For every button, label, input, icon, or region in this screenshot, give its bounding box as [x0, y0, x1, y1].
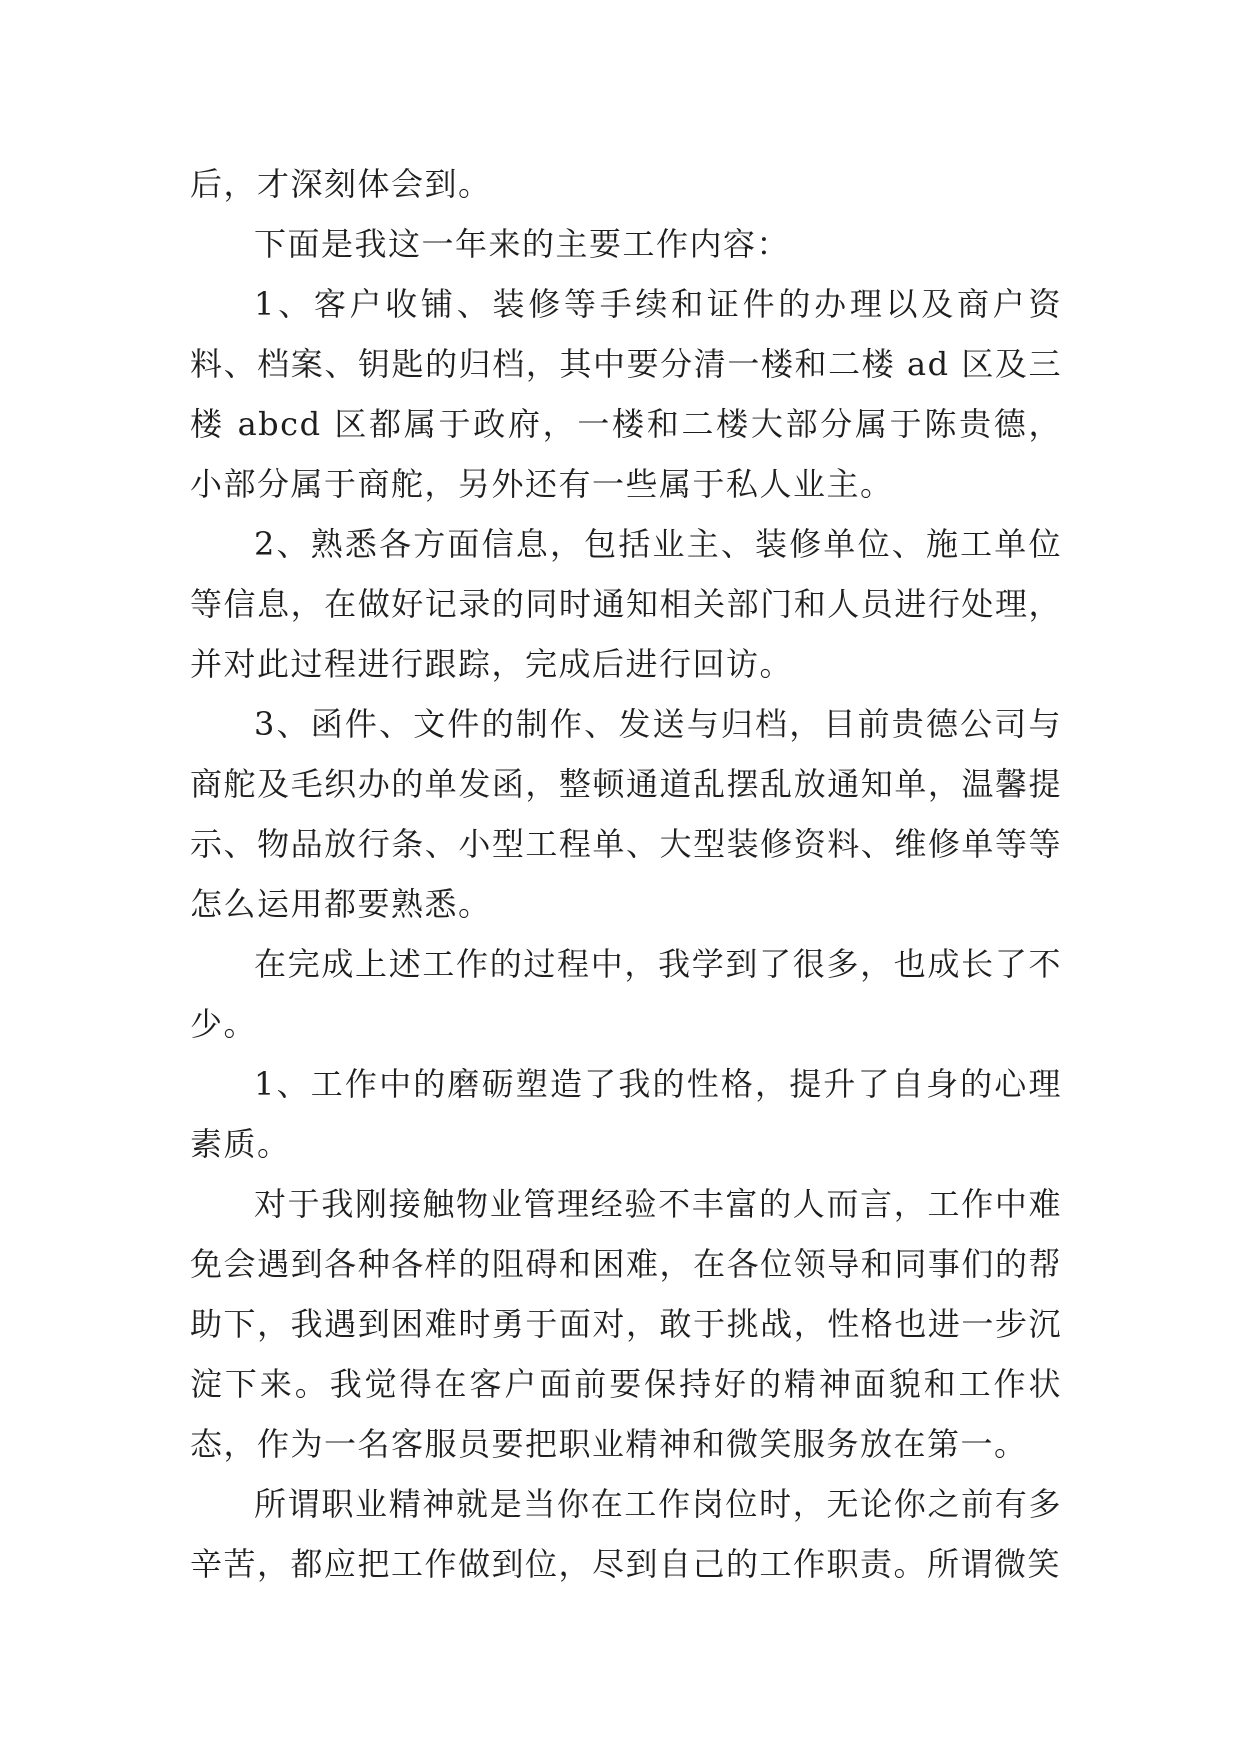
paragraph: 对于我刚接触物业管理经验不丰富的人而言，工作中难免会遇到各种各样的阻碍和困难，在各位领导和同事们的帮助下，我遇到困难时勇于面对，敢于挑战，性格也进一步沉淀下来。我觉得在客户面前要保持好的精神面貌和工作状态，作为一名客服员要把职业精神和微笑服务放在第一。 — [190, 1185, 1062, 1463]
paragraph: 在完成上述工作的过程中，我学到了很多，也成长了不少。 — [190, 945, 1062, 1043]
paragraph: 所谓职业精神就是当你在工作岗位时，无论你之前有多辛苦，都应把工作做到位，尽到自己的工作职责。所谓微笑 — [190, 1485, 1062, 1583]
document-body — [190, 154, 1062, 1594]
paragraph: 2、熟悉各方面信息，包括业主、装修单位、施工单位等信息，在做好记录的同时通知相关部门和人员进行处理，并对此过程进行跟踪，完成后进行回访。 — [190, 525, 1062, 683]
paragraph: 1、客户收铺、装修等手续和证件的办理以及商户资料、档案、钥匙的归档，其中要分清一楼和二楼 ad 区及三楼 abcd 区都属于政府，一楼和二楼大部分属于陈贵德，小部分属于商舵，另外还有一些属于私人业主。 — [190, 285, 1062, 503]
paragraph: 下面是我这一年来的主要工作内容： — [254, 225, 791, 263]
paragraph: 3、函件、文件的制作、发送与归档，目前贵德公司与商舵及毛织办的单发函，整顿通道乱摆乱放通知单，温馨提示、物品放行条、小型工程单、大型装修资料、维修单等等怎么运用都要熟悉。 — [190, 705, 1062, 923]
paragraph: 1、工作中的磨砺塑造了我的性格，提升了自身的心理素质。 — [190, 1065, 1062, 1163]
paragraph: 后，才深刻体会到。 — [190, 165, 492, 203]
